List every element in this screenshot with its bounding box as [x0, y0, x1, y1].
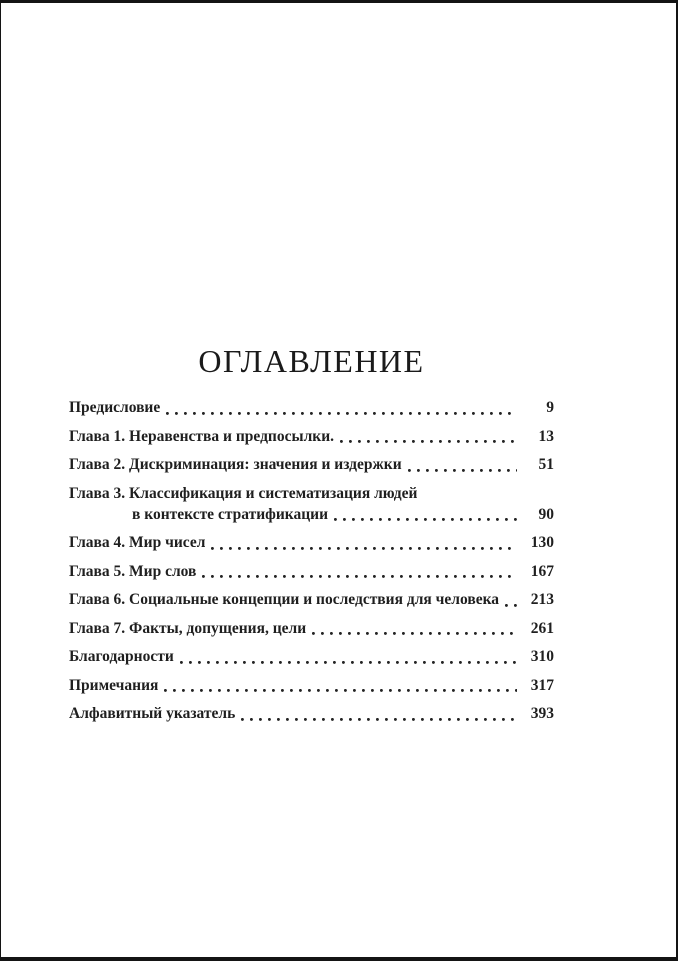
dot-leader [334, 504, 517, 525]
dot-leader [340, 426, 517, 447]
toc-entry-line [69, 532, 554, 553]
toc-entry-line [69, 618, 554, 639]
toc-entry [69, 532, 554, 553]
toc-entry-page: 9 [546, 399, 554, 416]
toc-entry-page: 213 [530, 591, 554, 608]
toc-entry-line [69, 589, 554, 610]
toc-entry-label: Глава 5. Мир слов [69, 562, 197, 580]
dot-leader [241, 703, 517, 724]
toc-entry-line [69, 504, 554, 525]
toc-entry [69, 561, 554, 582]
dot-leader [408, 454, 517, 475]
toc-entry-page: 51 [538, 456, 554, 473]
toc-entry [69, 703, 554, 724]
toc-entry-line [69, 483, 554, 504]
toc-entry-label: Предисловие [69, 399, 161, 416]
toc-entry-label: Глава 6. Социальные концепции и последствия для человека [69, 591, 499, 608]
toc-entry [69, 618, 554, 639]
toc-entry-page: 393 [530, 705, 554, 722]
dot-leader [166, 397, 517, 418]
toc-entry-label: Глава 7. Факты, допущения, цели [69, 619, 307, 637]
toc-list [69, 397, 554, 724]
toc-entry-label: в контексте стратификации [132, 505, 329, 523]
dot-leader [202, 561, 517, 582]
dot-leader [505, 589, 517, 610]
dot-leader [312, 618, 517, 639]
toc-entry [69, 397, 554, 418]
toc-entry-line [69, 426, 554, 447]
toc-entry-line [69, 454, 554, 475]
toc-entry-line [69, 703, 554, 724]
toc-entry-label: Глава 3. Классификация и систематизация людей [69, 484, 418, 502]
toc-entry-line [69, 646, 554, 667]
toc-entry-label: Алфавитный указатель [69, 705, 236, 722]
toc-entry [69, 589, 554, 610]
toc-entry-line [69, 675, 554, 696]
toc-entry [69, 483, 554, 525]
toc-entry-label: Глава 1. Неравенства и предпосылки. [69, 427, 334, 445]
toc-entry [69, 646, 554, 667]
dot-leader [211, 532, 517, 553]
dot-leader [164, 675, 517, 696]
toc-entry-label: Примечания [69, 676, 159, 694]
toc-entry [69, 454, 554, 475]
toc-entry-page: 130 [530, 534, 554, 551]
toc-entry-page: 90 [538, 505, 554, 523]
toc-entry-page: 317 [530, 676, 554, 694]
toc-entry-label: Глава 2. Дискриминация: значения и издержки [69, 456, 402, 473]
toc-entry [69, 426, 554, 447]
page-title: ОГЛАВЛЕНИЕ [198, 343, 425, 379]
dot-leader [180, 646, 517, 667]
toc-entry-page: 261 [530, 619, 554, 637]
toc-entry-label: Глава 4. Мир чисел [69, 534, 206, 551]
toc-entry-page: 167 [530, 562, 554, 580]
toc-entry-page: 310 [530, 648, 554, 665]
toc-entry [69, 675, 554, 696]
toc-entry-page: 13 [538, 427, 554, 445]
toc-entry-line [69, 561, 554, 582]
toc-entry-label: Благодарности [69, 648, 174, 665]
toc-entry-line [69, 397, 554, 418]
